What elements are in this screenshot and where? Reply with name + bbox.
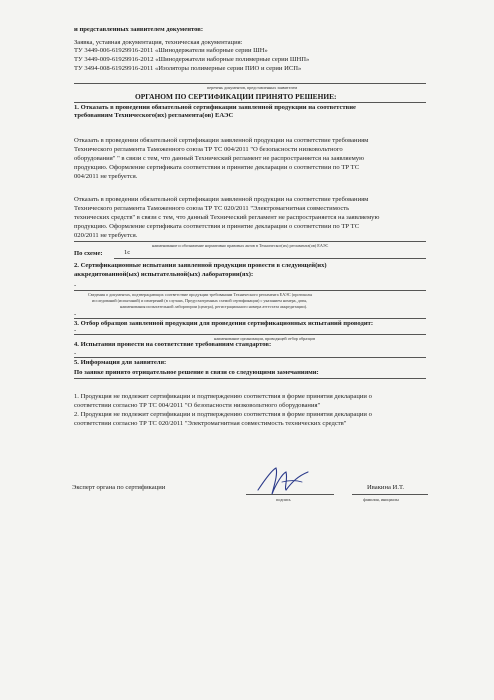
decision-heading: ОРГАНОМ ПО СЕРТИФИКАЦИИ ПРИНЯТО РЕШЕНИЕ:: [135, 92, 337, 101]
divider: [74, 318, 426, 319]
divider: [74, 378, 426, 379]
section3-title: 3. Отбор образцов заявленной продукции для проведения сертификационных испытаний проводит:: [74, 320, 374, 327]
section1-title-line-1: 1. Отказать в проведении обязательной сертификации заявленной продукции на соответствие: [74, 104, 356, 111]
scheme-label: По схеме:: [74, 250, 103, 257]
section2-note-line-3: наименования испытательной лаборатории (центра), регистрационного номера аттестата аккредитации).: [120, 304, 308, 309]
para2-line-3: технических средств" в связи с тем, что данный Технический регламент не распространяется на заявляемую: [74, 214, 380, 221]
section3-note: наименование организации, проводящей отбор образцов: [214, 336, 316, 341]
remark-line-3: 2. Продукция не подлежит сертификации и подтверждению соответствия в форме принятия декларации о: [74, 411, 372, 418]
divider: [114, 258, 426, 259]
para2-line-4: продукцию. Оформление сертификата соответствия и принятие декларации о соответствии по ТР ТС: [74, 223, 360, 230]
divider: [74, 290, 426, 291]
section2-title-line-1: 2. Сертификационные испытания заявленной продукции провести в следующей(их): [74, 262, 327, 269]
documents-line-1: Заявка, уставная документация, техническая документация:: [74, 39, 243, 46]
divider: [74, 83, 426, 84]
section3-value: -: [74, 327, 77, 334]
remark-line-4: соответствии согласно ТР ТС 020/2011 "Электромагнитная совместимость технических средств": [74, 420, 347, 427]
section4-value: -: [74, 350, 77, 357]
section5-subtitle: По заявке принято отрицательное решение в связи со следующими замечаниями:: [74, 369, 319, 376]
remark-line-1: 1. Продукция не подлежит сертификации и подтверждению соответствия в форме принятия декларации о: [74, 393, 372, 400]
section2-note-line-1: Сведения о документах, подтверждающих соответствие продукции требованиям Технического регламента ЕАЭС (протоколы: [88, 292, 313, 297]
para1-line-2: Технического регламента Таможенного союза ТР ТС 004/2011 "О безопасности низковольтного: [74, 146, 343, 153]
section5-title: 5. Информация для заявителя:: [74, 359, 167, 366]
section2-note-line-2: исследований (испытаний) и измерений (в случаях, Предусмотренных схемой сертификации) с указанием номера, даты,: [92, 298, 308, 303]
signature-label: подпись: [276, 497, 291, 502]
documents-note: перечень документов, представленных заявителем: [207, 85, 298, 90]
para2-line-5: 020/2011 не требуется.: [74, 232, 138, 239]
section1-title-line-2: требованиям Технического(их) регламента(ов) ЕАЭС: [74, 112, 234, 119]
section2-title-line-2: аккредитованной(ых) испытательной(ых) лаборатории(ях):: [74, 271, 254, 278]
section2-note-dash: -: [74, 311, 77, 318]
documents-heading: и представленных заявителем документов:: [74, 26, 204, 33]
para1-line-3: оборудования" " в связи с тем, что данный Технический регламент не распространяется на заявляемую: [74, 155, 365, 162]
para1-line-4: продукцию. Оформление сертификата соответствия и принятие декларации о соответствии по ТР ТС: [74, 164, 360, 171]
section4-title: 4. Испытания провести на соответствие требованиям стандартов:: [74, 341, 272, 348]
name-label: фамилия, инициалы: [363, 497, 399, 502]
para2-line-2: Технического регламента Таможенного союза ТР ТС 020/2011 "Электромагнитная совместимость: [74, 205, 350, 212]
documents-line-4: ТУ 3494-008-61929916-2011 «Изоляторы полимерные серии ПИО и серии ИСП»: [74, 65, 302, 72]
handwritten-signature: [252, 460, 314, 500]
section2-value: -: [74, 282, 77, 289]
para1-line-5: 004/2011 не требуется.: [74, 173, 138, 180]
divider: [74, 357, 426, 358]
name-line: [352, 494, 428, 495]
divider: [74, 334, 426, 335]
scheme-value: 1с: [124, 249, 131, 256]
documents-line-3: ТУ 3449-009-61929916-2012 «Шинодержатели наборные полимерные серии ШНП»: [74, 56, 310, 63]
divider: [74, 241, 426, 242]
divider: [74, 102, 426, 103]
documents-line-2: ТУ 3449-006-61929916-2011 «Шинодержатели наборные серии ШН»: [74, 47, 268, 54]
para1-line-1: Отказать в проведении обязательной сертификации заявленной продукции на соответствие требованиям: [74, 137, 369, 144]
expert-name: Ивакина И.Т.: [367, 484, 404, 491]
remark-line-2: соответствии согласно ТР ТС 004/2011 "О безопасности низковольтного оборудования": [74, 402, 321, 409]
para2-line-1: Отказать в проведении обязательной сертификации заявленной продукции на соответствие требованиям: [74, 196, 369, 203]
regulations-note: наименование и обозначение нормативно правовых актов в Техническог(их) регламента(ов) ЕАЭС: [152, 243, 329, 248]
expert-role: Эксперт органа по сертификации: [72, 484, 166, 491]
